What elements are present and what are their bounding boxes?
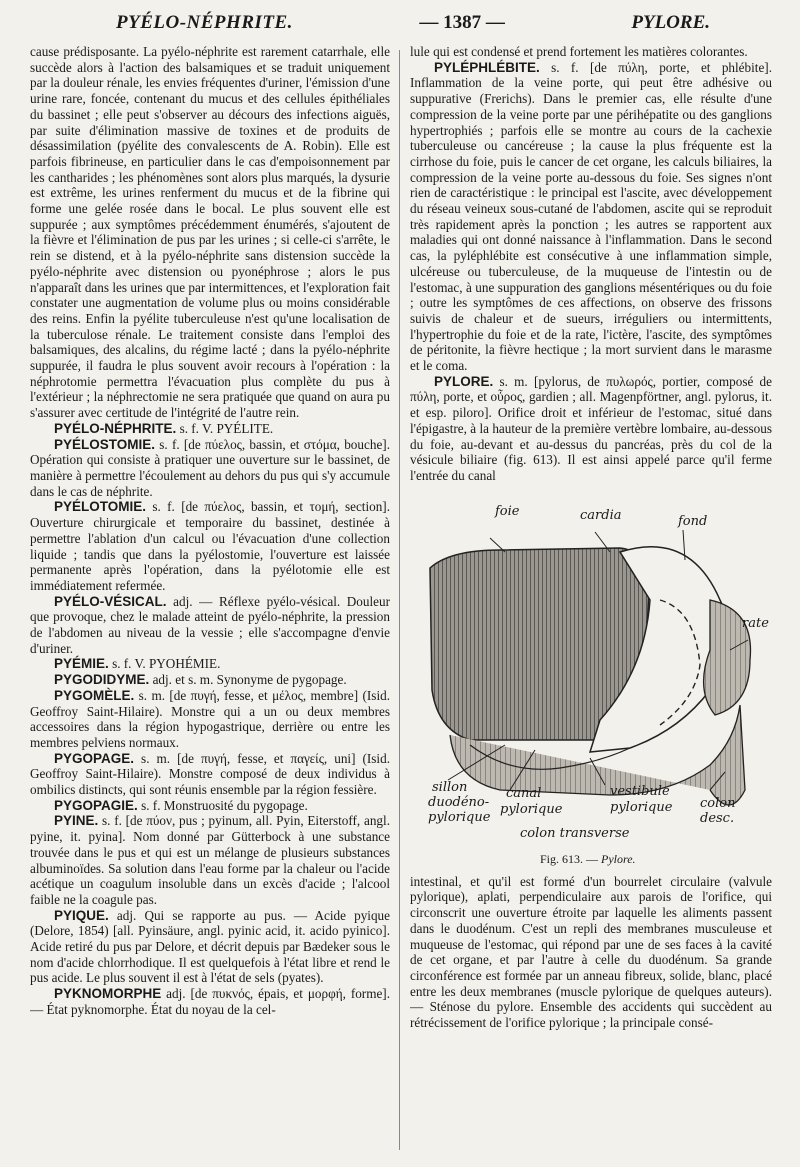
entry (30, 656, 390, 672)
headword: PYLORE. (434, 373, 494, 389)
headword: PYÉMIE. (54, 656, 109, 672)
entry-text: s. f. Monstruosité du pygopage. (137, 797, 308, 813)
entry-text: s. f. [de πύλη, porte, et phlébite]. Inflammation de la veine porte, qui peut être adhésive ou suppurative (Frerichs). Dans le premier cas, elle résulte d'une compression de la veine porte par une périhépatite ou des ganglions hypertrophiés ; parfois elle se montre au cours de la cachexie tuberculeuse ou cancéreuse ; la cause la plus fréquente est la cirrhose du foie, puis le cancer de cet organe, les calculs biliaires, la compression de la veine porte au-dessous du foie. Ses signes n'ont rien de caractéristique : le principal est l'ascite, avec développement du réseau veineux sous-cutané de l'abdomen, ascite qui se reproduit très rapidement après la ponction ; les autres se rapportent aux maladies qui ont donné naissance à l'inflammation. Dans le second cas, la pyléphlébite est consécutive à une inflammation simple, ulcéreuse ou tuberculeuse, de la muqueuse de l'intestin ou de l'estomac, à une suppuration des ganglions mésentériques ou du foie ; outre les symptômes de ces affections, on observe des frissons suivis de chaleur et de sueurs, irréguliers ou intermittents, l'hypertrophie du foie et de la rate, l'ictère, l'ascite, des symptômes de péritonite, la fièvre hectique ; la mort survient dans le marasme et le coma. (410, 59, 772, 374)
headword: PYÉLOTOMIE. (54, 499, 147, 515)
label-duodeno: duodéno- (428, 794, 490, 810)
label-cardia: cardia (580, 507, 622, 523)
entry-text: s. f. [de πύελος, bassin, et τομή, section]. Ouverture chirurgicale et temporaire du bassinet, destinée à permettre l'ablation d'un calcul ou l'évacuation d'une collection liquide ; tandis que dans la pyélostomie, l'ouverture est laissée permanente après l'opération, dans la pyélotomie elle est immédiatement refermée. (30, 499, 390, 593)
entry (410, 374, 772, 484)
header-right-title: PYLORE. (631, 12, 710, 33)
label-pylorique-3: pylorique (610, 799, 673, 815)
pylorus-figure (410, 490, 772, 870)
entry-text: s. f. V. PYÉLITE. (176, 420, 274, 436)
figure-caption (540, 852, 636, 868)
entry-text: s. f. [de πύον, pus ; pyinum, all. Pyin, Eiterstoff, angl. pyine, it. pyina]. Nom donné par Gütterbock à une substance trouvée dans le pus et qui est un mélange de plusieurs substances albuminoïdes. Sa solution dans l'eau forme par la chaleur ou l'acide acétique un coagulum insoluble dans un excès d'acide ; l'alcool faible ne la coagule pas. (30, 813, 390, 907)
headword: PYÉLOSTOMIE. (54, 436, 156, 452)
headword: PYGOPAGE. (54, 750, 135, 766)
headword: PYÉLO-NÉPHRITE. (54, 420, 177, 436)
entry-text: adj. [de πυκνός, épais, et μορφή, forme]. — État pyknomorphe. État du noyau de la cel- (30, 986, 390, 1017)
caption-number: Fig. 613. — (540, 851, 599, 866)
paragraph: cause prédisposante. La pyélo-néphrite est rarement catarrhale, elle succède alors à l'action des balsamiques et se traduit uniquement par la douleur rénale, les envies fréquentes d'uriner, l'émission d'une urine rare, foncée, contenant du mucus et des cellules épithéliales du bassinet ; elle peut s'observer au décours des infections aiguës, par suite d'élimination massive de toxines et de produits de désassimilation (pyélite des convalescents de A. Robin). Elle est parfois fibrineuse, en particulier dans le cas d'empoisonnement par les cantharides ; les phénomènes sont alors plus marqués, la dysurie est extrême, les urines renferment du mucus et de la fibrine qui forme une gelée rosée dans le bocal. Le plus souvent elle est suppurée ; aux symptômes précédemment énumérés, s'ajoutent de la fièvre et l'élimination de pus par les urines ; si celle-ci s'arrête, le rein se distend, et à la pyélo-néphrite sans distension succède la pyélo-néphrite avec distension ou pyonéphrose ; alors le pus n'apparaît dans les urines que par intermittences, et l'exploration fait constater une augmentation de volume plus ou moins considérable des reins. Enfin la pyélite tuberculeuse n'est qu'une localisation de la tuberculose rénale. Le traitement consiste dans l'emploi des balsamiques, des alcalins, du régime lacté ; dans la pyélo-néphrite suppurée, il faudra le plus souvent avoir recours à l'opération : la néphrotomie permettra l'évacuation plus complète du pus à l'extérieur ; la néphrectomie ne sera pratiquée que quand on aura pu s'assurer avec certitude de l'intégrité de l'autre rein. (30, 44, 390, 421)
entry (30, 594, 390, 657)
entry (30, 672, 390, 688)
entry (30, 499, 390, 593)
label-rate: rate (742, 615, 769, 631)
entry (410, 60, 772, 374)
headword: PYINE. (54, 813, 99, 829)
headword: PYIQUE. (54, 907, 109, 923)
label-colon-transverse: colon transverse (520, 825, 630, 841)
entry-text: s. f. [de πύελος, bassin, et στόμα, bouche]. Opération qui consiste à pratiquer une ouverture sur le bassinet, de manière à permettre l'écoulement au dehors du pus qui s'y accumule dans le cas de néphrite. (30, 436, 390, 499)
entry-text: s. m. [de πυγή, fesse, et παγείς, uni] (Isid. Geoffroy Saint-Hilaire). Monstre composé de deux individus à ombilics distincts, qui sont réunis ensemble par la région fessière. (30, 750, 390, 798)
label-colon-desc: colon desc. (700, 795, 736, 827)
entry (30, 798, 390, 814)
entry-text: adj. et s. m. Synonyme de pygopage. (149, 672, 347, 688)
entry-text: s. m. [de πυγή, fesse, et μέλος, membre] (Isid. Geoffroy Saint-Hilaire). Monstre qui a un ou deux membres accessoires dans la région hypogastrique, derrière ou entre les membres pelviens normaux. (30, 687, 390, 750)
entry-text: s. m. [pylorus, de πυλωρός, portier, composé de πύλη, porte, et οὖρος, gardien ; all. Magenpförtner, angl. pylorus, it. et esp. piloro]. Orifice droit et inférieur de l'estomac, situé dans l'épigastre, à la hauteur de la première vertèbre lombaire, au-dessous du foie, au-devant et au-dessus du pancréas, près du col de la vésicule biliaire (fig. 613). Il est ainsi appelé parce qu'il ferme l'entrée du canal (410, 373, 772, 483)
label-sillon: sillon (432, 779, 468, 795)
entry (30, 751, 390, 798)
entry (30, 421, 390, 437)
page-header (26, 12, 780, 38)
label-foie: foie (495, 503, 520, 519)
entry (30, 437, 390, 500)
header-left-title: PYÉLO-NÉPHRITE. (116, 12, 293, 33)
page-number: — 1387 — (419, 12, 505, 33)
label-canal: canal (506, 785, 542, 801)
right-column (410, 44, 772, 1159)
entry (30, 813, 390, 907)
entry-text: s. f. V. PYOHÉMIE. (108, 656, 221, 672)
headword: PYÉLO-VÉSICAL. (54, 593, 167, 609)
caption-title: Pylore. (601, 851, 636, 866)
entry-text: adj. — Réflexe pyélo-vésical. Douleur que provoque, chez le malade atteint de pyélo-néphrite, la pression de l'abdomen au niveau de la vessie ; elle s'accompagne d'envie d'uriner. (30, 593, 390, 656)
entry-text: adj. Qui se rapporte au pus. — Acide pyique (Delore, 1854) [all. Pyinsäure, angl. pyinic acid, it. acido pyinico]. Acide retiré du pus par Delore, et décrit depuis par Bædeker sous le nom d'acide chlorrhodique. Il est quelquefois à l'état libre et rend le pus acide. Le plus souvent il est à l'état de sels (pyates). (30, 907, 390, 986)
column-divider (399, 50, 400, 1150)
paragraph: lule qui est condensé et prend fortement les matières colorantes. (410, 44, 748, 59)
label-fond: fond (678, 513, 708, 529)
headword: PYLÉPHLÉBITE. (434, 59, 540, 75)
entry (30, 908, 390, 987)
left-column (30, 44, 390, 1159)
label-pylorique-1: pylorique (428, 809, 491, 825)
entry (30, 986, 390, 1017)
headword: PYGOMÈLE. (54, 687, 135, 703)
label-vestibule: vestibule (610, 783, 670, 799)
headword: PYGOPAGIE. (54, 797, 138, 813)
headword: PYGODIDYME. (54, 672, 150, 688)
headword: PYKNOMORPHE (54, 986, 162, 1002)
entry (30, 688, 390, 751)
label-pylorique-2: pylorique (500, 801, 563, 817)
paragraph: intestinal, et qu'il est formé d'un bourrelet circulaire (valvule pylorique), aplati, perpendiculaire aux parois de l'orifice, qui circonscrit une ouverture étroite par laquelle les aliments passent dans le duodénum. C'est un repli des membranes musculeuse et muqueuse de l'estomac, qui répond par une de ses faces à la cavité de cet organe, et par l'autre à celle du duodénum. Sa grande circonférence est formée par un anneau fibreux, solide, blanc, placé entre les deux membranes (muscle pylorique de quelques auteurs). — Sténose du pylore. Ensemble des accidents qui succèdent au rétrécissement de l'orifice pylorique ; la principale consé- (410, 873, 772, 1031)
